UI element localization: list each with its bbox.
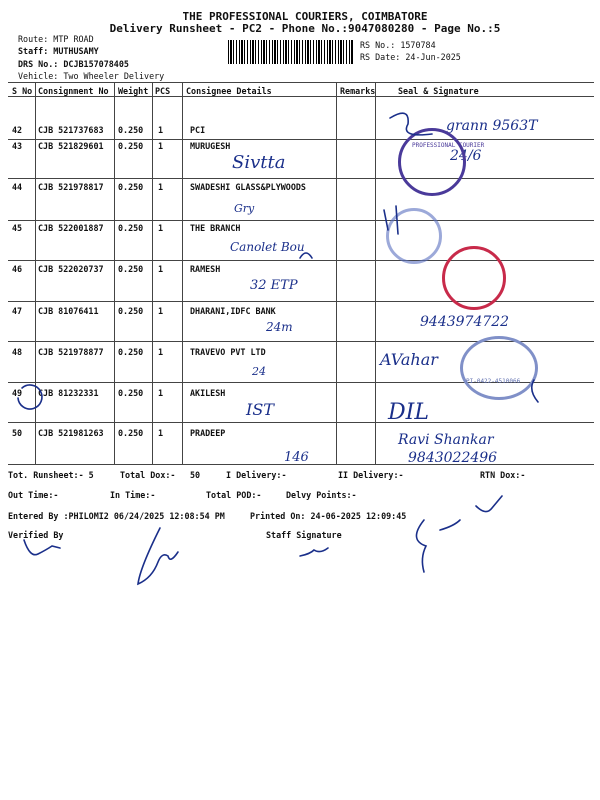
row-consignment-no: CJB 521978817 — [38, 182, 104, 192]
row-consignee: MURUGESH — [190, 141, 231, 151]
handwritten-signature: 24 — [252, 365, 266, 378]
signature-stroke — [18, 385, 42, 409]
stamp-text: PI-0422-4510066 — [466, 378, 521, 385]
row-weight: 0.250 — [118, 428, 144, 438]
ii-delivery: II Delivery:- — [338, 470, 404, 480]
col-header-pcs: PCS — [155, 86, 171, 96]
row-pcs: 1 — [158, 347, 164, 357]
row-pcs: 1 — [158, 388, 164, 398]
row-weight: 0.250 — [118, 388, 144, 398]
handwritten-signature: DIL — [388, 400, 429, 425]
row-pcs: 1 — [158, 306, 164, 316]
row-consignee: THE BRANCH — [190, 223, 241, 233]
out-time: Out Time:- — [8, 490, 59, 500]
signature-stroke — [24, 540, 60, 555]
row-consignee: PCI — [190, 125, 206, 135]
drs-label: DRS No.: DCJB157078405 — [18, 59, 129, 69]
row-pcs: 1 — [158, 264, 164, 274]
in-time: In Time:- — [110, 490, 156, 500]
row-consignment-no: CJB 521978877 — [38, 347, 104, 357]
row-sno: 46 — [12, 264, 23, 274]
handwritten-signature: grann 9563T — [446, 118, 538, 134]
vehicle-label: Vehicle: Two Wheeler Delivery — [18, 71, 165, 81]
row-consignment-no: CJB 521981263 — [38, 428, 104, 438]
col-header-consignee: Consignee Details — [186, 86, 272, 96]
signature-stroke — [532, 380, 538, 402]
row-consignment-no: CJB 521829601 — [38, 141, 104, 151]
signature-stroke — [416, 520, 426, 572]
stamp-text: PROFESSIONAL COURIER — [412, 142, 485, 149]
row-pcs: 1 — [158, 182, 164, 192]
row-weight: 0.250 — [118, 182, 144, 192]
handwritten-signature: 146 — [284, 450, 309, 465]
row-pcs: 1 — [158, 141, 164, 151]
staff-label: Staff: MUTHUSAMY — [18, 46, 99, 56]
signature-stroke — [138, 528, 178, 584]
handwritten-signature: AVahar — [380, 350, 438, 369]
handwritten-signature: 32 ETP — [250, 278, 298, 293]
signature-stroke — [300, 253, 312, 258]
signature-stroke — [384, 206, 398, 234]
col-header-remarks: Remarks — [340, 86, 376, 96]
handwritten-phone: 9843022496 — [408, 450, 498, 466]
route-label: Route: MTP ROAD — [18, 34, 94, 44]
signature-stroke — [440, 520, 460, 530]
handwritten-signature: Sivtta — [232, 152, 286, 173]
row-pcs: 1 — [158, 223, 164, 233]
row-consignment-no: CJB 522020737 — [38, 264, 104, 274]
printed-on: Printed On: 24-06-2025 12:09:45 — [250, 511, 407, 521]
col-header-consignment: Consignment No — [38, 86, 109, 96]
runsheet-subtitle: Delivery Runsheet - PC2 - Phone No.:9047080280 - Page No.:5 — [109, 22, 501, 35]
i-delivery: I Delivery:- — [226, 470, 287, 480]
company-title: THE PROFESSIONAL COURIERS, COIMBATORE — [182, 10, 428, 23]
handwritten-phone: 9443974722 — [420, 314, 510, 330]
handwritten-date: 24/6 — [450, 148, 482, 164]
row-sno: 42 — [12, 125, 23, 135]
entered-by: Entered By :PHILOMI2 06/24/2025 12:08:54 PM — [8, 511, 225, 521]
row-pcs: 1 — [158, 428, 164, 438]
handwritten-signature: 24m — [266, 320, 293, 334]
row-sno: 47 — [12, 306, 23, 316]
signature-stroke — [390, 113, 432, 135]
row-consignment-no: CJB 521737683 — [38, 125, 104, 135]
row-sno: 48 — [12, 347, 23, 357]
row-sno: 45 — [12, 223, 23, 233]
row-consignment-no: CJB 522001887 — [38, 223, 104, 233]
total-dox-label: Total Dox:- — [120, 470, 176, 480]
row-sno: 44 — [12, 182, 23, 192]
delvy-points: Delvy Points:- — [286, 490, 357, 500]
signature-stroke — [476, 496, 502, 512]
col-header-seal: Seal & Signature — [398, 86, 479, 96]
row-weight: 0.250 — [118, 264, 144, 274]
row-consignee: PRADEEP — [190, 428, 226, 438]
row-pcs: 1 — [158, 125, 164, 135]
handwritten-signature: IST — [246, 400, 274, 419]
rs-number: RS No.: 1570784 — [360, 40, 436, 50]
row-consignee: SWADESHI GLASS&PLYWOODS — [190, 182, 306, 192]
rtn-dox: RTN Dox:- — [480, 470, 526, 480]
row-weight: 0.250 — [118, 141, 144, 151]
row-consignment-no: CJB 81076411 — [38, 306, 99, 316]
row-weight: 0.250 — [118, 347, 144, 357]
rs-date: RS Date: 24-Jun-2025 — [360, 52, 461, 62]
tot-runsheet: Tot. Runsheet:- 5 — [8, 470, 94, 480]
total-pod: Total POD:- — [206, 490, 262, 500]
row-sno: 49 — [12, 388, 23, 398]
row-consignment-no: CJB 81232331 — [38, 388, 99, 398]
handwritten-signature: Gry — [234, 202, 255, 215]
col-header-weight: Weight — [118, 86, 149, 96]
row-weight: 0.250 — [118, 306, 144, 316]
row-sno: 50 — [12, 428, 23, 438]
col-header-sno: S No — [12, 86, 33, 96]
total-dox-value: 50 — [190, 470, 201, 480]
staff-signature-label: Staff Signature — [266, 530, 342, 540]
row-weight: 0.250 — [118, 125, 144, 135]
row-consignee: RAMESH — [190, 264, 221, 274]
handwritten-signature: Canolet Bou — [230, 240, 305, 254]
row-consignee: DHARANI,IDFC BANK — [190, 306, 276, 316]
verified-by-label: Verified By — [8, 530, 64, 540]
row-consignee: TRAVEVO PVT LTD — [190, 347, 266, 357]
handwritten-name: Ravi Shankar — [398, 432, 494, 448]
row-sno: 43 — [12, 141, 23, 151]
signature-stroke — [300, 548, 328, 556]
row-consignee: AKILESH — [190, 388, 226, 398]
row-weight: 0.250 — [118, 223, 144, 233]
